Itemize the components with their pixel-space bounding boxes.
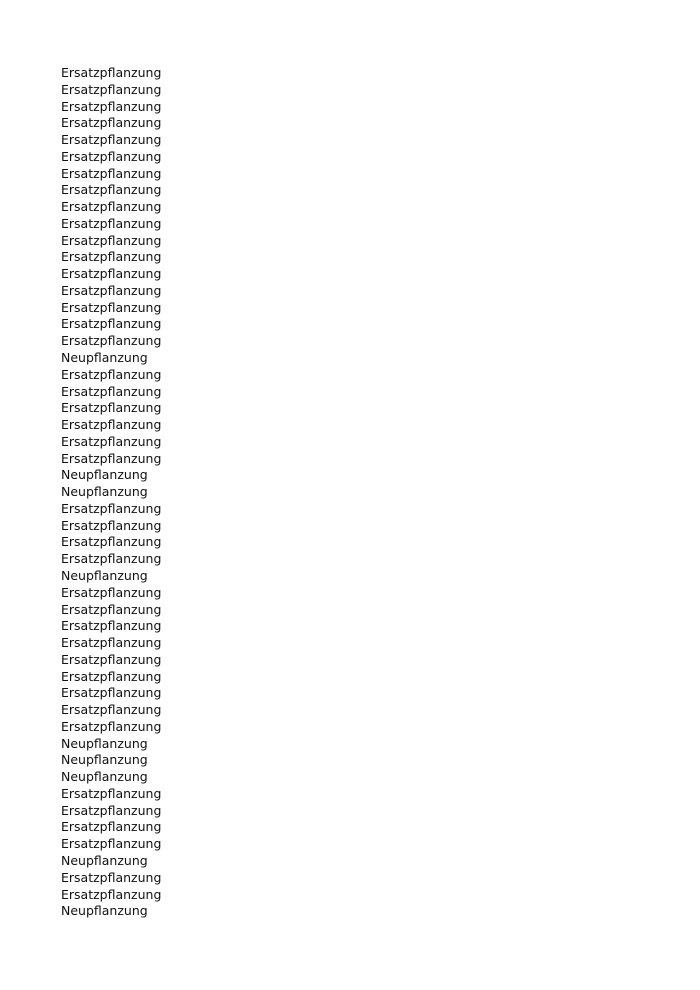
- list-item: Neupflanzung: [61, 484, 148, 500]
- list-item: Ersatzpflanzung: [61, 802, 162, 818]
- list-item: Ersatzpflanzung: [61, 517, 162, 533]
- list-item: Neupflanzung: [61, 467, 148, 483]
- list-item: Ersatzpflanzung: [61, 182, 162, 198]
- list-item: Ersatzpflanzung: [61, 500, 162, 516]
- list-item: Ersatzpflanzung: [61, 551, 162, 567]
- list-item: Neupflanzung: [61, 752, 148, 768]
- list-item: Ersatzpflanzung: [61, 450, 162, 466]
- list-item: Ersatzpflanzung: [61, 400, 162, 416]
- list-item: Ersatzpflanzung: [61, 433, 162, 449]
- list-item: Ersatzpflanzung: [61, 685, 162, 701]
- list-item: Ersatzpflanzung: [61, 333, 162, 349]
- list-item: Ersatzpflanzung: [61, 584, 162, 600]
- list-item: Neupflanzung: [61, 769, 148, 785]
- list-item: Ersatzpflanzung: [61, 869, 162, 885]
- list-item: Ersatzpflanzung: [61, 249, 162, 265]
- list-item: Ersatzpflanzung: [61, 635, 162, 651]
- list-item: Ersatzpflanzung: [61, 718, 162, 734]
- list-item: Ersatzpflanzung: [61, 417, 162, 433]
- list-item: Neupflanzung: [61, 903, 148, 919]
- list-item: Ersatzpflanzung: [61, 266, 162, 282]
- list-item: Ersatzpflanzung: [61, 81, 162, 97]
- list-item: Neupflanzung: [61, 852, 148, 868]
- list-item: Ersatzpflanzung: [61, 819, 162, 835]
- list-item: Ersatzpflanzung: [61, 299, 162, 315]
- list-item: Ersatzpflanzung: [61, 836, 162, 852]
- list-item: Neupflanzung: [61, 350, 148, 366]
- list-item: Ersatzpflanzung: [61, 232, 162, 248]
- list-item: Ersatzpflanzung: [61, 316, 162, 332]
- list-item: Ersatzpflanzung: [61, 785, 162, 801]
- list-item: Ersatzpflanzung: [61, 215, 162, 231]
- list-item: Ersatzpflanzung: [61, 132, 162, 148]
- list-item: Neupflanzung: [61, 735, 148, 751]
- list-item: Ersatzpflanzung: [61, 601, 162, 617]
- list-item: Ersatzpflanzung: [61, 668, 162, 684]
- list-item: Ersatzpflanzung: [61, 199, 162, 215]
- list-item: Ersatzpflanzung: [61, 702, 162, 718]
- list-item: Ersatzpflanzung: [61, 618, 162, 634]
- list-item: Neupflanzung: [61, 567, 148, 583]
- list-item: Ersatzpflanzung: [61, 165, 162, 181]
- list-item: Ersatzpflanzung: [61, 282, 162, 298]
- list-item: Ersatzpflanzung: [61, 651, 162, 667]
- list-item: Ersatzpflanzung: [61, 534, 162, 550]
- list-item: Ersatzpflanzung: [61, 366, 162, 382]
- list-item: Ersatzpflanzung: [61, 98, 162, 114]
- list-item: Ersatzpflanzung: [61, 886, 162, 902]
- list-item: Ersatzpflanzung: [61, 383, 162, 399]
- planting-type-list: [61, 65, 161, 920]
- list-item: Ersatzpflanzung: [61, 148, 162, 164]
- list-item: Ersatzpflanzung: [61, 115, 162, 131]
- list-item: Ersatzpflanzung: [61, 65, 162, 80]
